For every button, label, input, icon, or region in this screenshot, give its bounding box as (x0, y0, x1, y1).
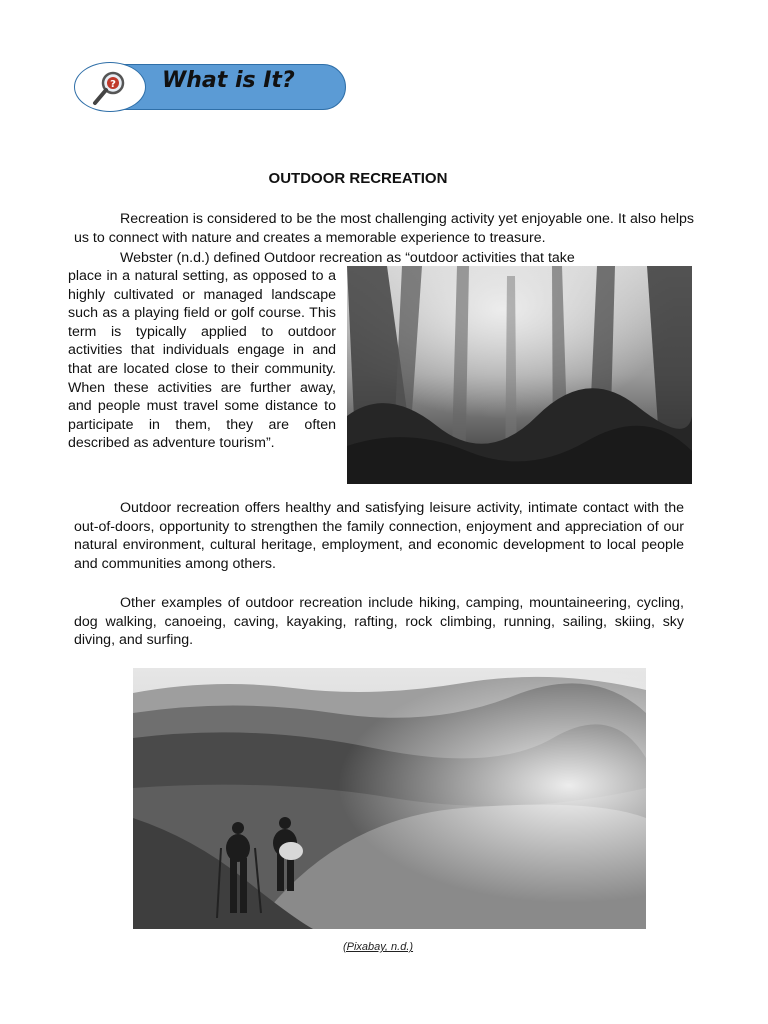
image-caption: (Pixabay, n.d.) (342, 941, 414, 953)
banner-icon-circle (74, 62, 146, 112)
svg-text:?: ? (110, 79, 116, 90)
paragraph-intro-text: Recreation is considered to be the most challenging activity yet enjoyable one. It also helps us to connect with nature and creates a memorable experience to treasure. (74, 211, 694, 246)
paragraph-examples-text: Other examples of outdoor recreation include hiking, camping, mountaineering, cycling, dog walking, canoeing, caving, kayaking, rafting, rock climbing, running, sailing, skiing, sky diving, and surfing. (74, 595, 684, 649)
section-heading: OUTDOOR RECREATION (268, 170, 448, 187)
paragraph-benefits-text: Outdoor recreation offers healthy and satisfying leisure activity, intimate contact with the out-of-doors, opportunity to strengthen the family connection, enjoyment and appreciation of our natural environment, cultural heritage, employment, and economic development to local people and communities among others. (74, 500, 684, 572)
paragraph-intro (74, 210, 694, 247)
banner-title: What is It? (162, 68, 295, 93)
paragraph-examples (74, 594, 684, 650)
paragraph-definition-body: place in a natural setting, as opposed to a highly cultivated or managed landscape such as a playing field or golf course. This term is typically applied to outdoor activities that individuals engage in and that are located close to their community. When these activities are further away, and people must travel some distance to participate in them, they are often described as adventure tourism”. (68, 268, 336, 452)
magnifier-question-icon (91, 69, 131, 109)
hikers-mountain-photo (133, 668, 646, 929)
paragraph-definition-first-line: Webster (n.d.) defined Outdoor recreation as “outdoor activities that take (120, 250, 575, 266)
what-is-it-banner (74, 62, 348, 114)
paragraph-benefits (74, 499, 684, 573)
forest-photo (347, 266, 692, 484)
